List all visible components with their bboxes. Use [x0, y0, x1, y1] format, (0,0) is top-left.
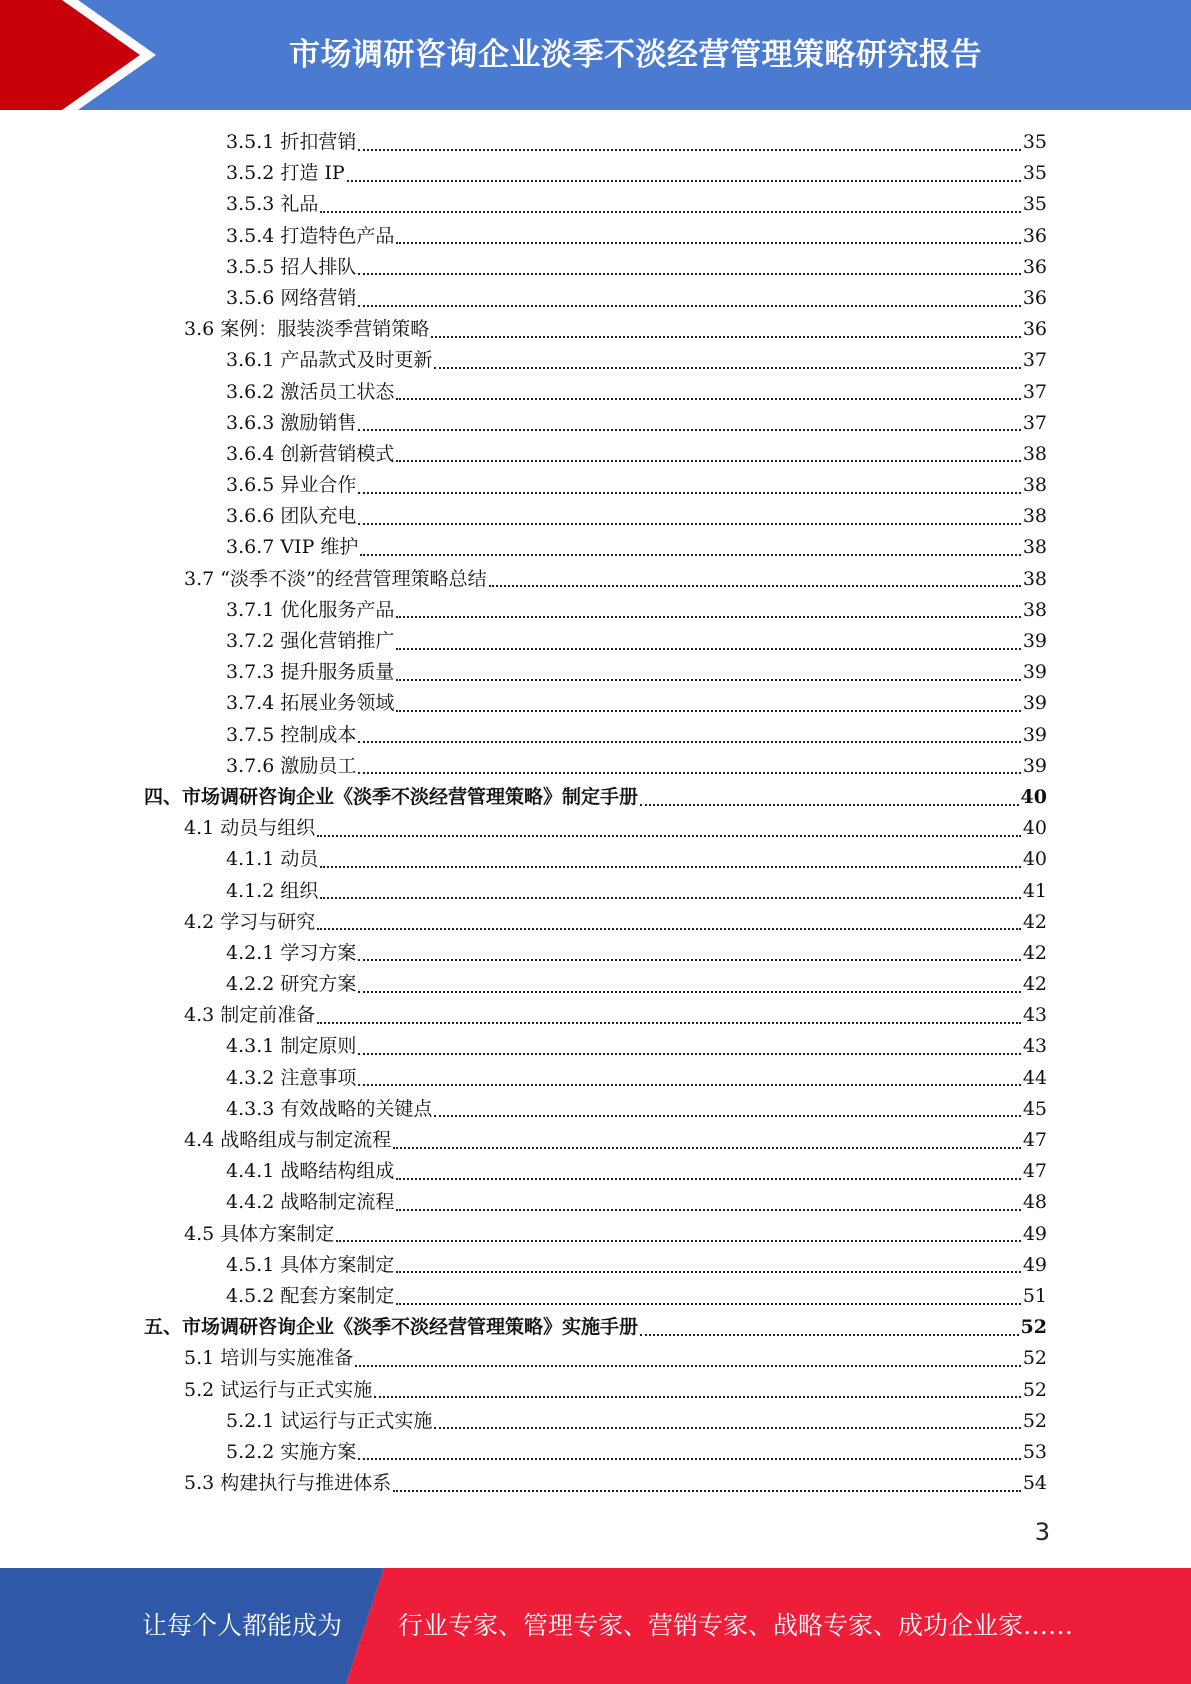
toc-entry[interactable] [0, 252, 1047, 283]
toc-entry[interactable] [0, 158, 1047, 189]
toc-entry-page: 52 [1022, 1409, 1047, 1432]
toc-leader-dots [434, 367, 1020, 369]
toc-entry-page: 39 [1022, 692, 1047, 715]
toc-entry-title: 4.4 战略组成与制定流程 [184, 1129, 392, 1151]
toc-entry-page: 52 [1022, 1347, 1047, 1370]
toc-leader-dots [358, 492, 1020, 494]
toc-entry-title: 3.6 案例：服装淡季营销策略 [184, 318, 430, 341]
toc-entry[interactable] [0, 1312, 1047, 1343]
toc-entry[interactable] [0, 969, 1047, 1000]
toc-entry-title: 3.5.1 折扣营销 [226, 131, 357, 153]
page-footer [0, 1568, 1191, 1684]
toc-entry[interactable] [0, 1063, 1047, 1094]
toc-entry[interactable] [0, 127, 1047, 158]
toc-entry-title: 4.1 动员与组织 [184, 817, 316, 840]
page-header [0, 0, 1191, 110]
toc-entry-page: 38 [1022, 505, 1047, 528]
toc-entry-page: 40 [1022, 817, 1047, 840]
toc-leader-dots [396, 1271, 1020, 1273]
toc-entry-page: 43 [1022, 1004, 1047, 1027]
toc-leader-dots [358, 991, 1020, 993]
toc-entry[interactable] [0, 189, 1047, 220]
toc-entry-page: 36 [1022, 318, 1047, 341]
toc-entry-page: 36 [1022, 255, 1047, 278]
toc-entry-page: 42 [1022, 941, 1047, 964]
toc-entry-page: 38 [1022, 598, 1047, 621]
toc-entry-page: 39 [1022, 723, 1047, 746]
toc-leader-dots [317, 1022, 1021, 1024]
toc-entry-title: 3.6.2 激活员工状态 [226, 380, 395, 403]
toc-entry-page: 35 [1022, 131, 1047, 153]
toc-leader-dots [358, 741, 1020, 743]
toc-entry-title: 3.7.2 强化营销推广 [226, 630, 395, 652]
toc-leader-dots [358, 1084, 1020, 1086]
toc-leader-dots [358, 305, 1020, 307]
toc-entry-title: 3.5.4 打造特色产品 [226, 224, 395, 247]
toc-entry-page: 40 [1022, 848, 1047, 871]
toc-entry-page: 36 [1022, 224, 1047, 247]
toc-entry-title: 4.2.1 学习方案 [226, 941, 357, 964]
toc-entry-title: 4.2 学习与研究 [184, 910, 316, 933]
toc-entry-title: 3.7.4 拓展业务领域 [226, 692, 395, 715]
toc-entry[interactable] [0, 688, 1047, 719]
toc-entry-page: 37 [1022, 411, 1047, 434]
toc-entry[interactable] [0, 314, 1047, 345]
toc-entry[interactable] [0, 1187, 1047, 1218]
toc-leader-dots [358, 149, 1020, 151]
toc-entry-title: 4.3.1 制定原则 [226, 1035, 357, 1058]
toc-leader-dots [396, 460, 1020, 462]
toc-entry-title: 四、市场调研咨询企业《淡季不淡经营管理策略》制定手册 [144, 785, 639, 808]
toc-entry-page: 45 [1022, 1097, 1047, 1120]
toc-entry-title: 3.7.5 控制成本 [226, 723, 357, 746]
toc-entry-title: 4.3 制定前准备 [184, 1004, 316, 1027]
toc-entry-title: 3.6.3 激励销售 [226, 411, 357, 434]
toc-entry-page: 52 [1020, 1316, 1047, 1339]
toc-leader-dots [358, 959, 1020, 961]
toc-leader-dots [320, 866, 1020, 868]
toc-entry[interactable] [0, 1125, 1047, 1156]
toc-entry-page: 51 [1022, 1284, 1047, 1307]
page-number: 3 [1034, 1518, 1050, 1546]
toc-entry[interactable] [0, 844, 1047, 875]
toc-entry-page: 38 [1022, 442, 1047, 465]
toc-entry-page: 39 [1022, 754, 1047, 777]
table-of-contents [0, 127, 1191, 1499]
toc-leader-dots [355, 1365, 1021, 1367]
toc-entry-title: 4.4.1 战略结构组成 [226, 1160, 395, 1183]
toc-entry-title: 3.6.5 异业合作 [226, 474, 357, 497]
toc-entry-title: 3.7 “淡季不淡”的经营管理策略总结 [184, 567, 487, 590]
toc-leader-dots [358, 1458, 1020, 1460]
toc-entry[interactable] [0, 1406, 1047, 1437]
toc-leader-dots [396, 1209, 1020, 1211]
toc-entry[interactable] [0, 782, 1047, 813]
toc-entry-title: 3.6.6 团队充电 [226, 505, 357, 528]
toc-leader-dots [347, 180, 1021, 182]
toc-entry[interactable] [0, 470, 1047, 501]
toc-entry-page: 37 [1022, 380, 1047, 403]
toc-entry-page: 40 [1020, 785, 1047, 808]
toc-entry-page: 35 [1022, 162, 1047, 185]
toc-entry-title: 4.5.1 具体方案制定 [226, 1253, 395, 1276]
report-title: 市场调研咨询企业淡季不淡经营管理策略研究报告 [289, 37, 982, 73]
toc-leader-dots [640, 804, 1019, 806]
toc-entry[interactable] [0, 657, 1047, 688]
toc-entry[interactable] [0, 221, 1047, 252]
toc-entry[interactable] [0, 876, 1047, 907]
toc-entry-title: 5.2.1 试运行与正式实施 [226, 1409, 433, 1432]
toc-leader-dots [396, 679, 1020, 681]
toc-entry-title: 4.1.2 组织 [226, 879, 319, 902]
toc-entry-title: 五、市场调研咨询企业《淡季不淡经营管理策略》实施手册 [144, 1316, 639, 1339]
toc-entry-page: 53 [1022, 1440, 1047, 1463]
toc-entry-title: 3.7.6 激励员工 [226, 754, 357, 777]
toc-leader-dots [640, 1334, 1019, 1336]
toc-leader-dots [396, 1303, 1020, 1305]
toc-leader-dots [393, 1490, 1021, 1492]
toc-entry-title: 5.3 构建执行与推进体系 [184, 1472, 392, 1495]
toc-entry[interactable] [0, 720, 1047, 751]
toc-leader-dots [320, 897, 1020, 899]
toc-entry[interactable] [0, 1250, 1047, 1281]
toc-entry-title: 5.1 培训与实施准备 [184, 1347, 354, 1370]
toc-entry[interactable] [0, 408, 1047, 439]
toc-leader-dots [358, 1053, 1020, 1055]
toc-entry-page: 52 [1022, 1378, 1047, 1401]
toc-entry-page: 44 [1022, 1066, 1047, 1089]
toc-leader-dots [434, 1115, 1020, 1117]
toc-entry-page: 38 [1022, 536, 1047, 559]
toc-entry[interactable] [0, 751, 1047, 782]
toc-entry[interactable] [0, 1281, 1047, 1312]
toc-entry[interactable] [0, 532, 1047, 563]
toc-entry-page: 49 [1022, 1253, 1047, 1276]
toc-entry[interactable] [0, 564, 1047, 595]
toc-leader-dots [396, 398, 1020, 400]
toc-entry-title: 4.2.2 研究方案 [226, 973, 357, 996]
toc-entry-title: 4.5.2 配套方案制定 [226, 1284, 395, 1307]
toc-leader-dots [320, 211, 1020, 213]
footer-slogan: 让每个人都能成为 [142, 1611, 343, 1640]
toc-entry-title: 3.6.4 创新营销模式 [226, 442, 395, 465]
toc-entry[interactable] [0, 1468, 1047, 1499]
toc-entry[interactable] [0, 1219, 1047, 1250]
toc-leader-dots [434, 1427, 1020, 1429]
toc-leader-dots [358, 772, 1020, 774]
toc-entry[interactable] [0, 501, 1047, 532]
toc-entry[interactable] [0, 626, 1047, 657]
toc-entry-page: 54 [1022, 1472, 1047, 1495]
toc-entry[interactable] [0, 1437, 1047, 1468]
toc-leader-dots [396, 242, 1020, 244]
toc-entry[interactable] [0, 907, 1047, 938]
toc-entry-page: 48 [1022, 1191, 1047, 1214]
toc-entry-page: 39 [1022, 630, 1047, 652]
toc-leader-dots [336, 1240, 1021, 1242]
toc-leader-dots [431, 336, 1021, 338]
toc-entry[interactable] [0, 377, 1047, 408]
toc-leader-dots [317, 835, 1021, 837]
toc-entry-page: 42 [1022, 973, 1047, 996]
toc-entry-page: 37 [1022, 349, 1047, 372]
toc-entry-title: 3.5.6 网络营销 [226, 286, 357, 309]
toc-entry-title: 3.5.2 打造 IP [226, 162, 345, 185]
toc-entry-title: 4.1.1 动员 [226, 848, 319, 871]
toc-entry-title: 5.2.2 实施方案 [226, 1440, 357, 1463]
toc-entry[interactable] [0, 1031, 1047, 1062]
toc-leader-dots [317, 928, 1021, 930]
toc-leader-dots [374, 1396, 1021, 1398]
toc-entry-page: 47 [1022, 1129, 1047, 1151]
toc-entry-page: 42 [1022, 910, 1047, 933]
footer-roles: 行业专家、管理专家、营销专家、战略专家、成功企业家…… [398, 1611, 1074, 1640]
toc-entry-page: 38 [1022, 474, 1047, 497]
toc-entry-page: 49 [1022, 1222, 1047, 1245]
toc-entry[interactable] [0, 1094, 1047, 1125]
toc-entry[interactable] [0, 1375, 1047, 1406]
toc-entry[interactable] [0, 345, 1047, 376]
toc-entry-title: 3.7.1 优化服务产品 [226, 598, 395, 621]
toc-entry-title: 5.2 试运行与正式实施 [184, 1378, 373, 1401]
toc-entry[interactable] [0, 439, 1047, 470]
toc-entry-page: 35 [1022, 193, 1047, 216]
toc-entry-title: 4.3.3 有效战略的关键点 [226, 1097, 433, 1120]
toc-entry-page: 47 [1022, 1160, 1047, 1183]
toc-leader-dots [393, 1147, 1021, 1149]
toc-entry[interactable] [0, 938, 1047, 969]
toc-entry[interactable] [0, 1343, 1047, 1374]
toc-entry[interactable] [0, 813, 1047, 844]
toc-leader-dots [358, 429, 1020, 431]
toc-entry-page: 41 [1022, 879, 1047, 902]
toc-leader-dots [358, 523, 1020, 525]
toc-entry-title: 3.7.3 提升服务质量 [226, 661, 395, 684]
toc-leader-dots [489, 585, 1021, 587]
toc-entry-title: 3.6.7 VIP 维护 [226, 536, 359, 559]
toc-entry[interactable] [0, 1156, 1047, 1187]
toc-leader-dots [358, 273, 1020, 275]
toc-leader-dots [360, 554, 1020, 556]
toc-entry-title: 4.5 具体方案制定 [184, 1222, 335, 1245]
toc-entry[interactable] [0, 283, 1047, 314]
toc-leader-dots [396, 616, 1020, 618]
toc-entry-page: 43 [1022, 1035, 1047, 1058]
toc-entry-page: 39 [1022, 661, 1047, 684]
toc-entry-title: 3.5.3 礼品 [226, 193, 319, 216]
toc-entry-title: 3.5.5 招人排队 [226, 255, 357, 278]
toc-entry-title: 3.6.1 产品款式及时更新 [226, 349, 433, 372]
toc-entry-title: 4.4.2 战略制定流程 [226, 1191, 395, 1214]
toc-leader-dots [396, 648, 1020, 650]
toc-entry-page: 38 [1022, 567, 1047, 590]
toc-entry-title: 4.3.2 注意事项 [226, 1066, 357, 1089]
toc-entry[interactable] [0, 595, 1047, 626]
toc-leader-dots [396, 1178, 1020, 1180]
toc-entry[interactable] [0, 1000, 1047, 1031]
toc-entry-page: 36 [1022, 286, 1047, 309]
toc-leader-dots [396, 710, 1020, 712]
